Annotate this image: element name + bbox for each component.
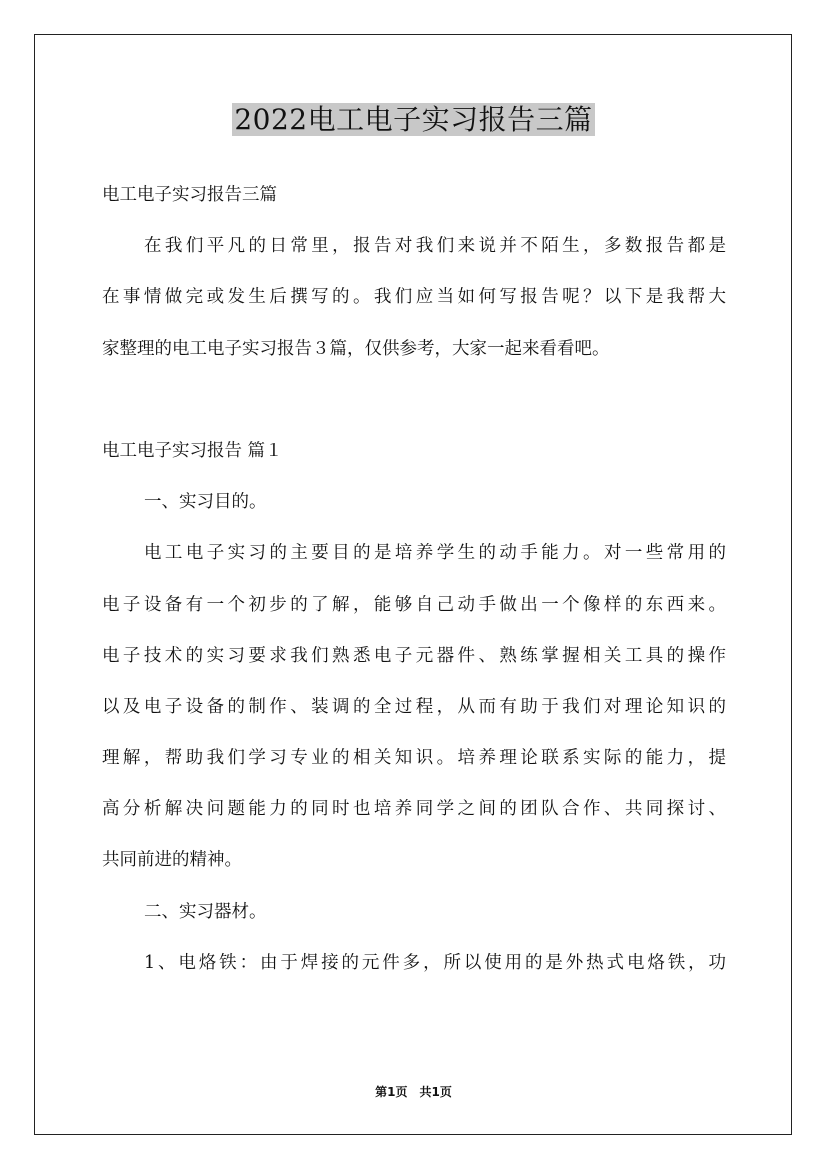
intro-line-1: 在我们平凡的日常里，报告对我们来说并不陌生，多数报告都是 (144, 236, 726, 257)
subtitle: 电工电子实习报告三篇 (102, 185, 277, 205)
document-title-wrap (0, 100, 827, 140)
para1-line-5: 理解，帮助我们学习专业的相关知识。培养理论联系实际的能力，提 (102, 748, 726, 769)
document-body (102, 170, 726, 989)
para1-line-6: 高分析解决问题能力的同时也培养同学之间的团队合作、共同探讨、 (102, 799, 726, 820)
document-title: 2022电工电子实习报告三篇 (234, 103, 593, 136)
para1-line-7: 共同前进的精神。 (102, 850, 242, 871)
para1-line-3: 电子技术的实习要求我们熟悉电子元器件、熟练掌握相关工具的操作 (102, 645, 726, 666)
subheading-purpose: 一、实习目的。 (144, 492, 267, 513)
para1-line-4: 以及电子设备的制作、装调的全过程，从而有助于我们对理论知识的 (102, 696, 726, 717)
subheading-equipment: 二、实习器材。 (144, 901, 267, 922)
para1-line-2: 电子设备有一个初步的了解，能够自己动手做出一个像样的东西来。 (102, 594, 726, 615)
para1-line-1: 电工电子实习的主要目的是培养学生的动手能力。对一些常用的 (144, 543, 726, 564)
intro-line-3: 家整理的电工电子实习报告３篇，仅供参考，大家一起来看看吧。 (102, 338, 610, 359)
intro-line-2: 在事情做完或发生后撰写的。我们应当如何写报告呢？以下是我帮大 (102, 287, 726, 308)
item1-line: 1、电烙铁：由于焊接的元件多，所以使用的是外热式电烙铁，功 (144, 952, 726, 973)
section-heading-1: 电工电子实习报告 篇１ (102, 440, 283, 461)
page-footer: 第1页 共1页 (375, 1085, 452, 1099)
blank-line (102, 375, 726, 426)
